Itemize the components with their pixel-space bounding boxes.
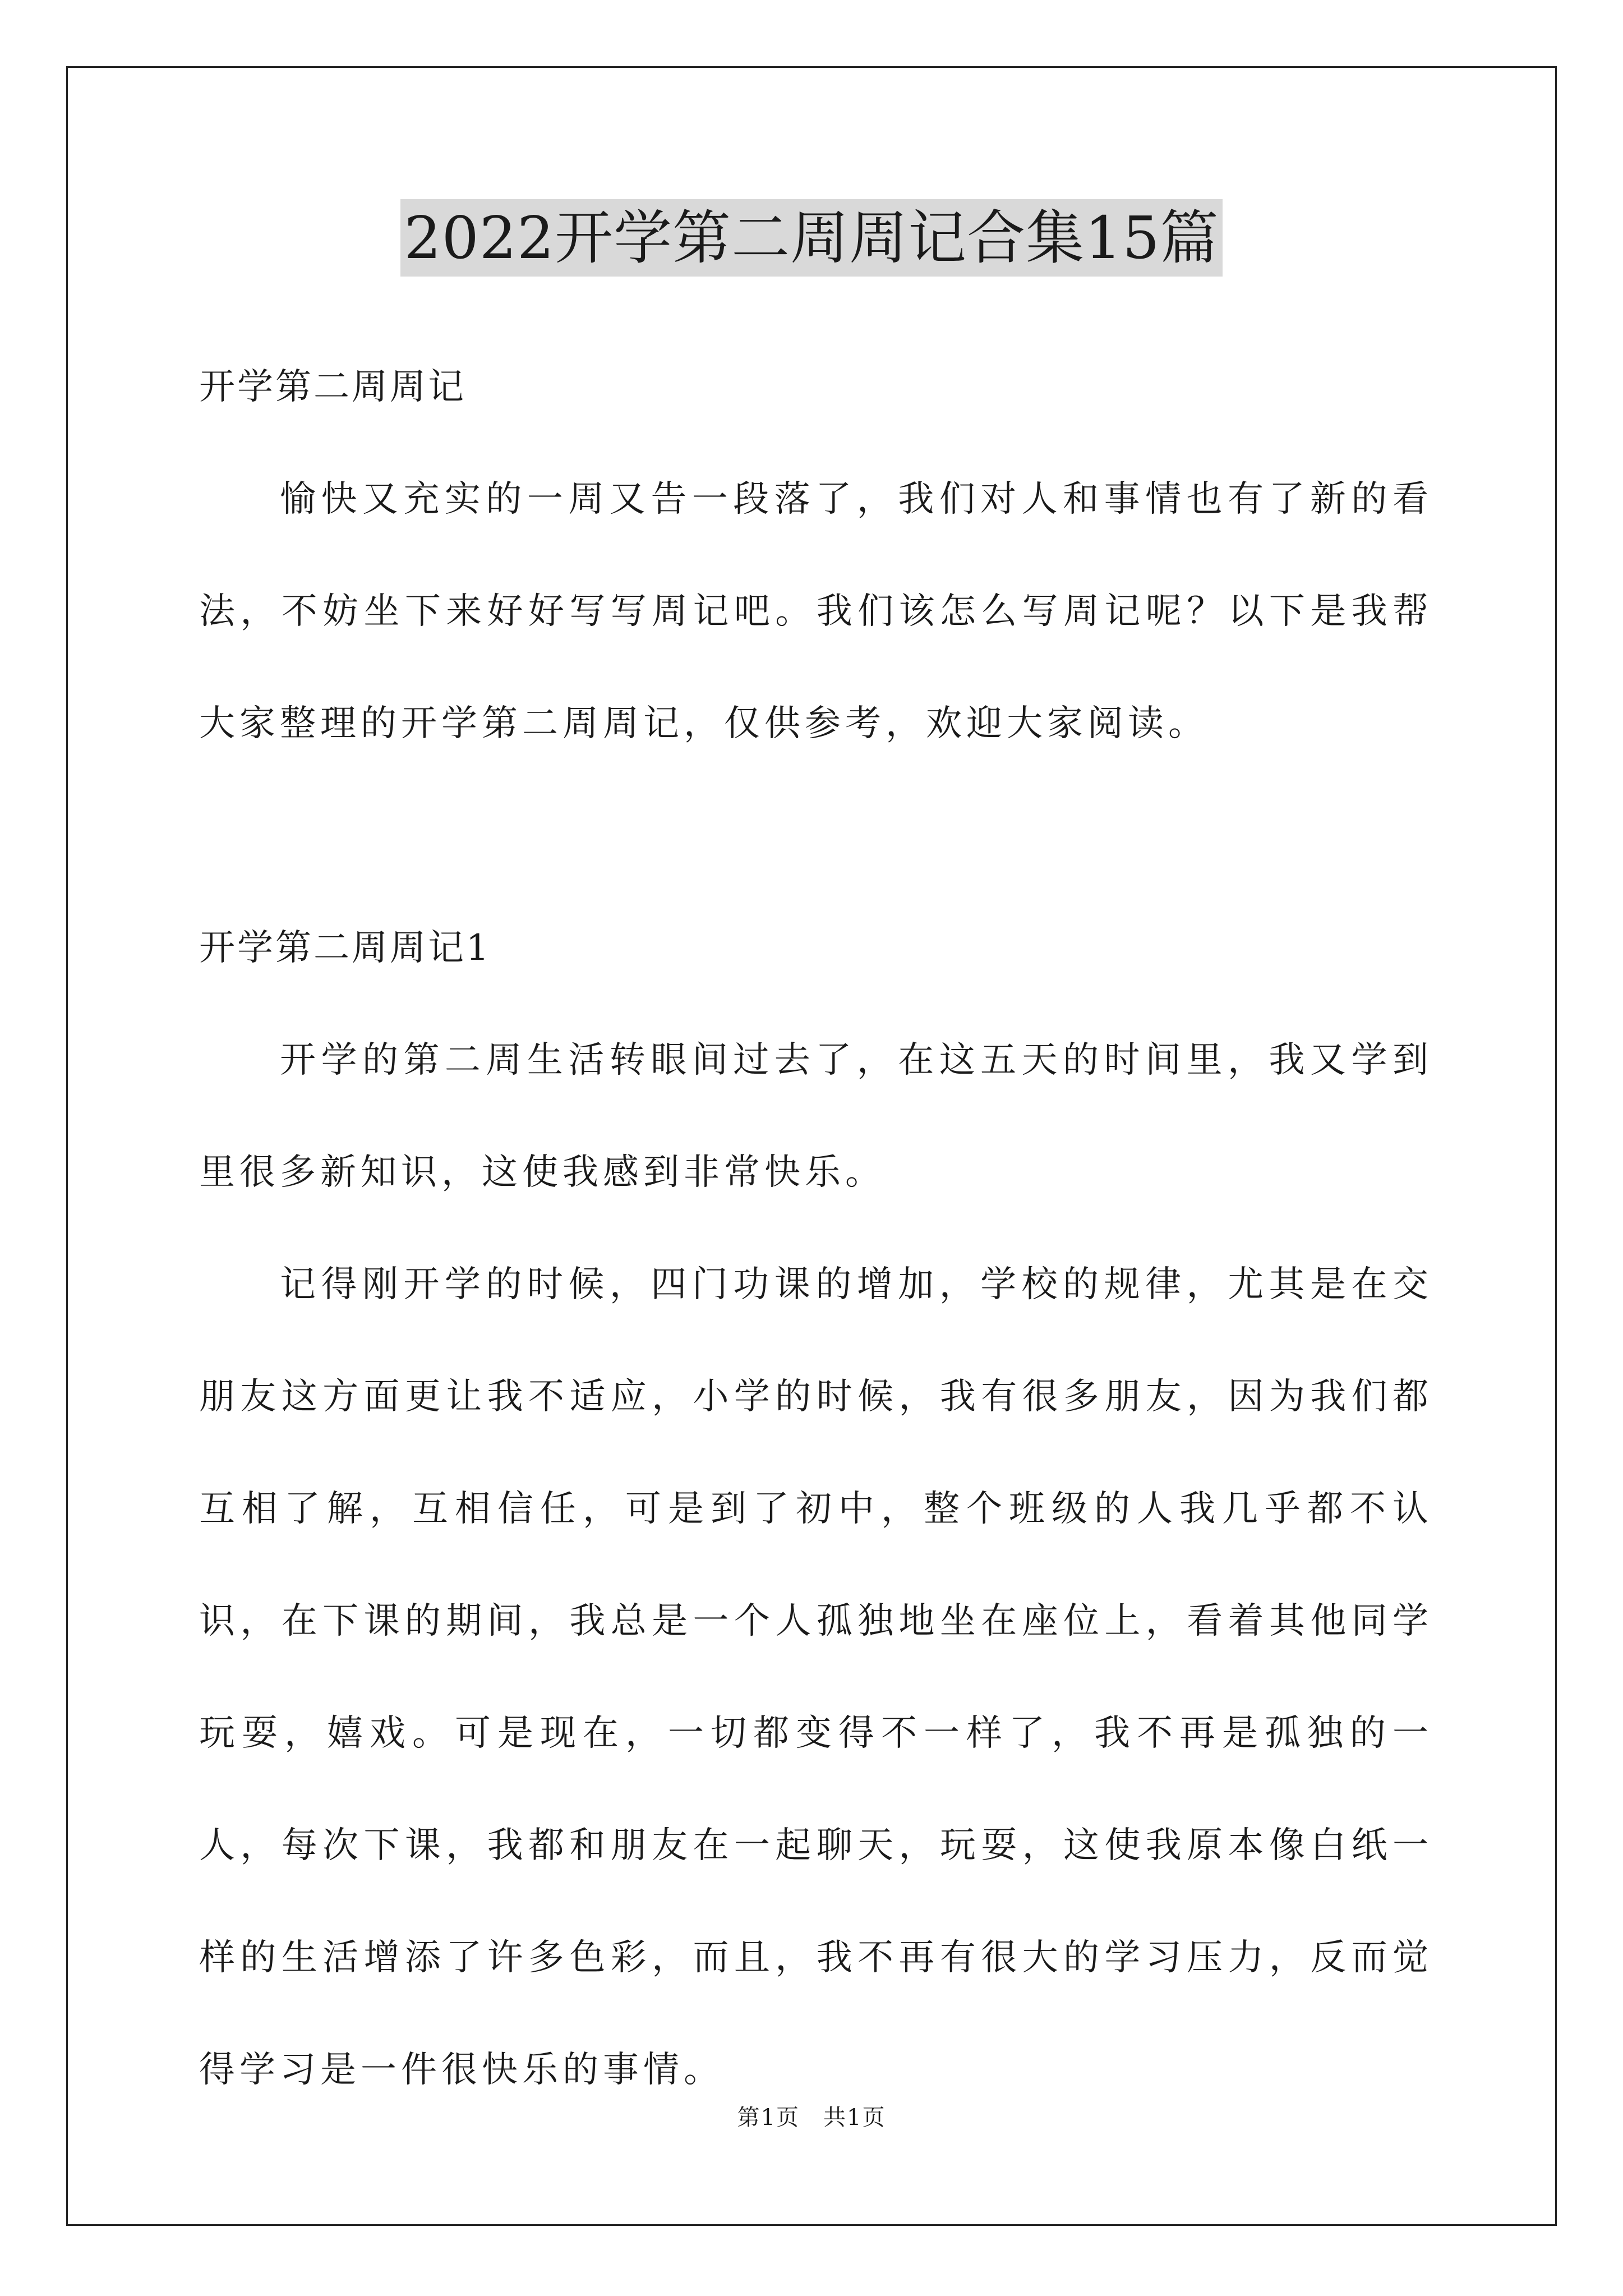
page-footer: 第1页 共1页 (737, 2105, 886, 2131)
title-container (0, 199, 1623, 277)
section-heading: 开学第二周周记 (199, 366, 466, 408)
document-body (199, 331, 1433, 2126)
document-title: 2022开学第二周周记合集15篇 (400, 199, 1222, 277)
entry-paragraph: 记得刚开学的时候，四门功课的增加，学校的规律，尤其是在交朋友这方面更让我不适应，小学的时候，我有很多朋友，因为我们都互相了解，互相信任，可是到了初中，整个班级的人我几乎都不认识，在下课的期间，我总是一个人孤独地坐在座位上，看着其他同学玩耍，嬉戏。可是现在，一切都变得不一样了，我不再是孤独的一人，每次下课，我都和朋友在一起聊天，玩耍，这使我原本像白纸一样的生活增添了许多色彩，而且，我不再有很大的学习压力，反而觉得学习是一件很快乐的事情。 (199, 1264, 1433, 2091)
intro-paragraph: 愉快又充实的一周又告一段落了，我们对人和事情也有了新的看法，不妨坐下来好好写写周记吧。我们该怎么写周记呢？以下是我帮大家整理的开学第二周周记，仅供参考，欢迎大家阅读。 (199, 478, 1433, 744)
entry-heading: 开学第二周周记1 (199, 927, 491, 969)
blank-line (199, 780, 1433, 892)
entry-paragraph: 开学的第二周生活转眼间过去了，在这五天的时间里，我又学到里很多新知识，这使我感到非常快乐。 (199, 1039, 1433, 1193)
